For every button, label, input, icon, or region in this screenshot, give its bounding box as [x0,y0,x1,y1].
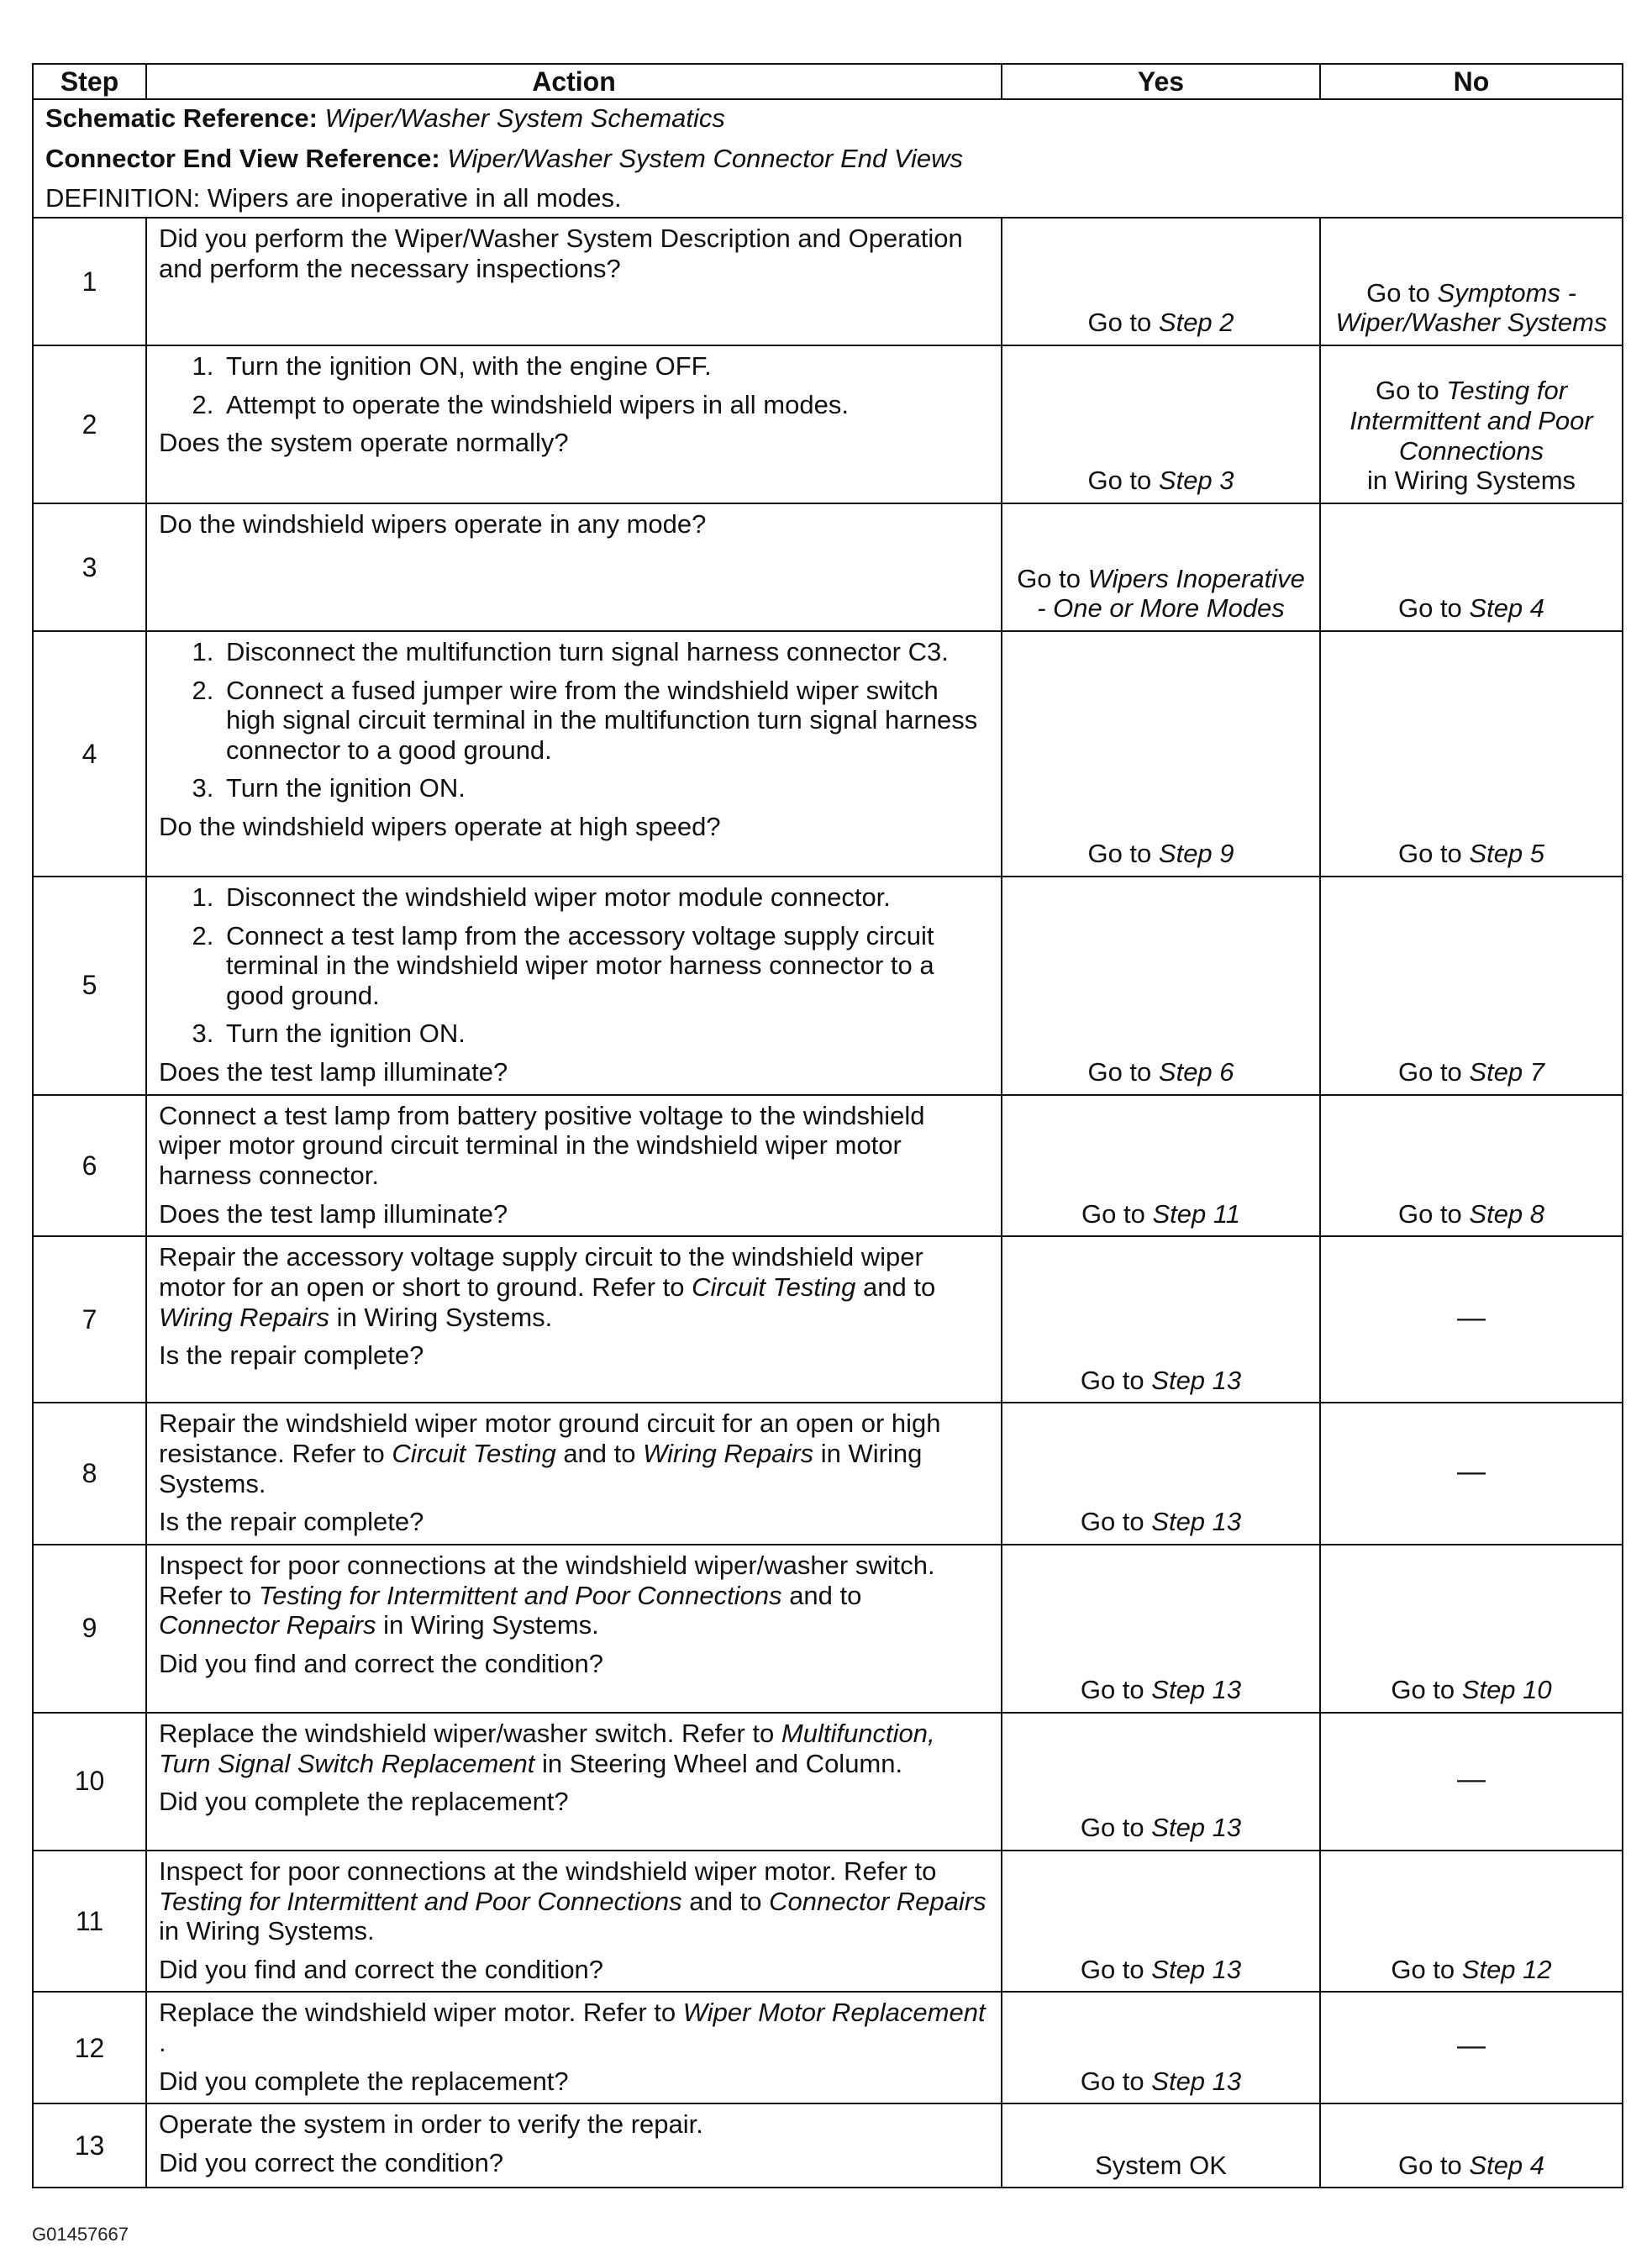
step-number: 8 [33,1403,146,1545]
header-no: No [1320,64,1623,99]
header-row [33,64,1623,99]
no-answer-dash: — [1457,2030,1486,2062]
step-number: 5 [33,877,146,1095]
action-instruction [159,224,989,283]
action-step-item: 1. Disconnect the windshield wiper motor module connector. [221,882,989,913]
no-answer-target: Step 10 [1461,1675,1552,1705]
action-question: Is the repair complete? [159,1507,424,1537]
no-answer-cell [1320,2103,1623,2188]
action-text: Operate the system in order to verify the repair. [159,2109,703,2140]
action-text: Do the windshield wipers operate in any mode? [159,508,707,539]
action-text-tail: in Wiring Systems. [159,1438,923,1498]
yes-answer-target: Step 13 [1151,1813,1242,1843]
step-number: 10 [33,1713,146,1851]
yes-answer-target: Step 13 [1151,1675,1242,1705]
step-number: 9 [33,1545,146,1713]
step-number: 12 [33,1992,146,2103]
no-answer-dash: — [1457,1301,1486,1334]
step-number: 4 [33,631,146,877]
action-instruction [159,1719,989,1778]
no-answer-target: Step 12 [1461,1954,1552,1984]
no-answer-cell [1320,1095,1623,1237]
action-text-connector: and to [689,1886,762,1916]
no-answer-prefix: Go to [1397,593,1462,624]
action-instruction [159,509,989,540]
schematic-reference [45,103,1610,134]
no-answer-cell [1320,1851,1623,1993]
step-row [33,1236,1623,1403]
yes-answer-cell [1002,877,1320,1095]
no-answer-prefix: Go to [1397,2150,1462,2180]
no-answer-target: Step 4 [1469,593,1545,624]
action-reference: Circuit Testing [692,1272,856,1302]
header-yes: Yes [1002,64,1320,99]
header-step: Step [33,64,146,99]
no-answer-dash: — [1457,1456,1486,1488]
action-reference-secondary: Connector Repairs [769,1886,986,1916]
yes-answer-cell [1002,345,1320,503]
action-question: Does the system operate normally? [159,428,569,458]
action-cell [146,1095,1002,1237]
no-answer-prefix: Go to [1391,1675,1455,1705]
reference-row [33,99,1623,218]
header-action: Action [146,64,1002,99]
no-answer-cell [1320,877,1623,1095]
yes-answer-target: Step 13 [1151,2066,1242,2096]
no-answer-cell [1320,218,1623,345]
no-answer-prefix: Go to [1375,376,1439,406]
step-row [33,345,1623,503]
no-answer-target: Step 5 [1469,839,1545,869]
action-instruction [159,1998,989,2057]
step-row [33,1713,1623,1851]
yes-answer-target: Step 2 [1158,308,1234,338]
step-row [33,1403,1623,1545]
action-reference: Testing for Intermittent and Poor Connections [258,1580,782,1610]
no-answer-prefix: Go to [1397,839,1462,869]
yes-answer-cell [1002,631,1320,877]
step-number: 13 [33,2103,146,2188]
action-text: Repair the windshield wiper motor ground circuit for an open or high resistance. Refer to [159,1408,941,1468]
action-text: Inspect for poor connections at the windshield wiper motor. Refer to [159,1856,937,1886]
action-text-tail: . [159,2028,166,2058]
yes-answer-cell [1002,1403,1320,1545]
action-steps-list [159,637,989,803]
schematic-reference-label: Schematic Reference: [45,103,318,133]
yes-answer-target: Wipers Inoperative - One or More Modes [1037,563,1305,624]
no-answer-target: Step 7 [1469,1057,1545,1087]
step-number: 11 [33,1851,146,1993]
action-question: Is the repair complete? [159,1340,424,1371]
action-cell [146,1236,1002,1403]
figure-id: G01457667 [32,2224,129,2245]
action-text-connector: and to [789,1580,862,1610]
no-answer-cell [1320,345,1623,503]
no-answer-cell [1320,1236,1623,1403]
action-step-item: 3. Turn the ignition ON. [221,1019,989,1049]
no-answer-cell [1320,1992,1623,2103]
action-step-item: 3. Turn the ignition ON. [221,773,989,803]
step-number: 6 [33,1095,146,1237]
action-cell [146,2103,1002,2188]
step-row [33,2103,1623,2188]
no-answer-cell [1320,631,1623,877]
action-cell [146,1403,1002,1545]
action-question: Does the test lamp illuminate? [159,1057,508,1087]
action-text: Inspect for poor connections at the windshield wiper/washer switch. Refer to [159,1550,935,1610]
action-cell [146,503,1002,631]
yes-answer-cell [1002,1713,1320,1851]
step-row [33,218,1623,345]
yes-answer-cell [1002,2103,1320,2188]
action-text: Did you perform the Wiper/Washer System Description and Operation and perform the necessary inspections? [159,223,963,283]
yes-answer-prefix: Go to [1081,1198,1145,1229]
no-answer-suffix: in Wiring Systems [1366,466,1576,496]
action-question: Did you complete the replacement? [159,1787,569,1817]
action-cell [146,1545,1002,1713]
yes-answer-prefix: Go to [1080,2066,1144,2096]
yes-answer-cell [1002,1851,1320,1993]
yes-answer-prefix: Go to [1087,839,1152,869]
yes-answer-prefix: Go to [1080,1813,1144,1843]
step-number: 1 [33,218,146,345]
yes-answer-cell [1002,1992,1320,2103]
action-instruction [159,1101,989,1191]
action-step-item: 2. Connect a test lamp from the accessory voltage supply circuit terminal in the windshield wiper motor harness connector to a good ground. [221,921,989,1011]
yes-answer-prefix: Go to [1087,308,1152,338]
no-answer-cell [1320,1403,1623,1545]
connector-reference-label: Connector End View Reference: [45,143,440,173]
no-answer-cell [1320,1545,1623,1713]
diagnostic-document [32,63,1622,2188]
action-text-connector: and to [563,1438,636,1468]
action-step-item: 2. Connect a fused jumper wire from the windshield wiper switch high signal circuit terminal in the multifunction turn signal harness connector to a good ground. [221,676,989,766]
action-cell [146,1713,1002,1851]
yes-answer-cell [1002,503,1320,631]
action-reference: Wiper Motor Replacement [682,1998,986,2028]
action-instruction [159,1856,989,1946]
action-cell [146,218,1002,345]
no-answer-prefix: Go to [1391,1954,1455,1984]
yes-answer-target: Step 11 [1152,1198,1241,1229]
action-instruction [159,2109,989,2140]
yes-answer-prefix: Go to [1080,1507,1144,1537]
action-text: Replace the windshield wiper motor. Refer to [159,1998,676,2028]
action-reference: Circuit Testing [392,1438,556,1468]
action-steps-list [159,882,989,1049]
yes-answer-cell [1002,1236,1320,1403]
action-question: Does the test lamp illuminate? [159,1198,508,1229]
yes-answer-cell [1002,1545,1320,1713]
yes-answer-target: Step 3 [1158,466,1234,496]
action-instruction [159,1408,989,1498]
yes-answer-cell [1002,1095,1320,1237]
action-question: Do the windshield wipers operate at high speed? [159,812,721,842]
no-answer-target: Step 8 [1469,1198,1545,1229]
action-steps-list [159,351,989,419]
action-question: Did you find and correct the condition? [159,1954,604,1984]
yes-answer-prefix: Go to [1080,1675,1144,1705]
action-question: Did you find and correct the condition? [159,1648,604,1678]
yes-answer-target: Step 13 [1151,1507,1242,1537]
no-answer-dash: — [1457,1763,1486,1796]
action-cell [146,1851,1002,1993]
definition-text: DEFINITION: Wipers are inoperative in all modes. [45,183,622,213]
no-answer-target: Step 4 [1469,2150,1545,2180]
action-step-item: 1. Turn the ignition ON, with the engine OFF. [221,351,989,382]
yes-answer-prefix: Go to [1080,1365,1144,1395]
action-text-connector: and to [863,1272,936,1302]
step-row [33,1992,1623,2103]
action-text-tail: in Wiring Systems. [383,1610,599,1640]
action-reference-secondary: Wiring Repairs [159,1302,329,1332]
yes-answer-prefix: System OK [1095,2150,1227,2180]
step-row [33,631,1623,877]
yes-answer-prefix: Go to [1080,1954,1144,1984]
action-text: Connect a test lamp from battery positive voltage to the windshield wiper motor ground circuit terminal in the windshield wiper motor harness connector. [159,1100,925,1191]
yes-answer-target: Step 13 [1151,1954,1242,1984]
diagnostic-table [32,63,1623,2188]
action-cell [146,345,1002,503]
no-answer-prefix: Go to [1397,1198,1462,1229]
no-answer-cell [1320,503,1623,631]
action-text-tail: in Steering Wheel and Column. [542,1748,903,1778]
action-text-tail: in Wiring Systems. [336,1302,553,1332]
action-instruction [159,1551,989,1640]
no-answer-prefix: Go to [1397,1057,1462,1087]
action-reference-secondary: Wiring Repairs [643,1438,814,1468]
no-answer-prefix: Go to [1366,277,1430,308]
no-answer-target: Symptoms - Wiper/Washer Systems [1335,277,1607,338]
action-question: Did you complete the replacement? [159,2066,569,2096]
yes-answer-target: Step 9 [1158,839,1234,869]
step-row [33,1545,1623,1713]
action-reference: Testing for Intermittent and Poor Connections [159,1886,682,1916]
action-question: Did you correct the condition? [159,2148,504,2178]
action-reference: Multifunction, Turn Signal Switch Replacement [159,1718,935,1778]
yes-answer-cell [1002,218,1320,345]
action-text: Replace the windshield wiper/washer switch. Refer to [159,1718,775,1748]
yes-answer-target: Step 6 [1158,1057,1234,1087]
yes-answer-target: Step 13 [1151,1365,1242,1395]
connector-reference-value: Wiper/Washer System Connector End Views [447,143,964,173]
step-number: 3 [33,503,146,631]
step-row [33,877,1623,1095]
schematic-reference-value: Wiper/Washer System Schematics [324,103,725,133]
yes-answer-prefix: Go to [1087,466,1152,496]
action-step-item: 2. Attempt to operate the windshield wipers in all modes. [221,390,989,420]
no-answer-cell [1320,1713,1623,1851]
yes-answer-prefix: Go to [1087,1057,1152,1087]
action-text-tail: in Wiring Systems. [159,1916,375,1946]
action-cell [146,1992,1002,2103]
action-cell [146,631,1002,877]
step-number: 7 [33,1236,146,1403]
action-instruction [159,1242,989,1332]
connector-reference [45,144,1610,174]
step-row [33,503,1623,631]
action-reference-secondary: Connector Repairs [159,1610,376,1640]
action-step-item: 1. Disconnect the multifunction turn signal harness connector C3. [221,637,989,667]
yes-answer-prefix: Go to [1017,563,1081,593]
no-answer-target: Testing for Intermittent and Poor Connections [1349,376,1593,466]
reference-cell [33,99,1623,218]
step-number: 2 [33,345,146,503]
action-text: Repair the accessory voltage supply circuit to the windshield wiper motor for an open or short to ground. Refer to [159,1242,923,1302]
action-cell [146,877,1002,1095]
step-row [33,1095,1623,1237]
step-row [33,1851,1623,1993]
